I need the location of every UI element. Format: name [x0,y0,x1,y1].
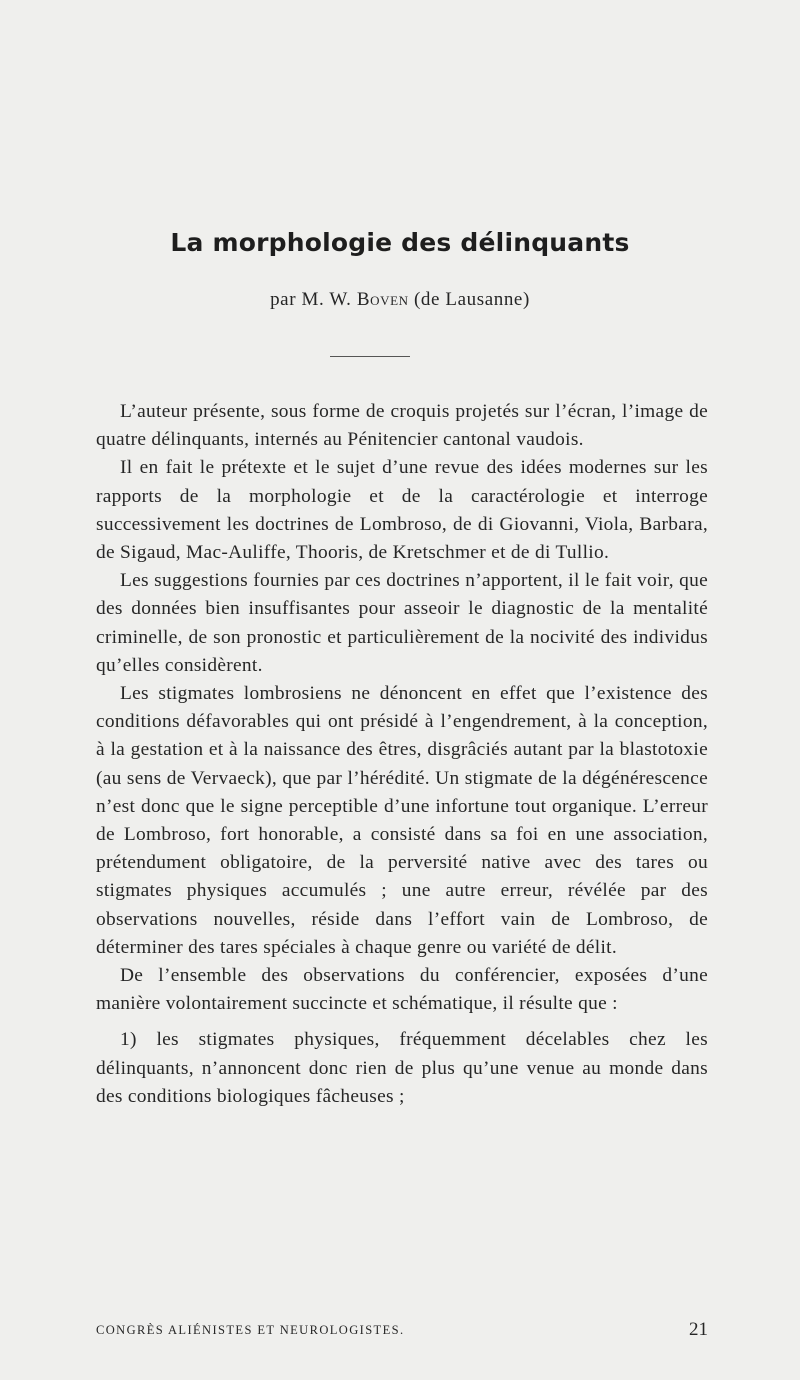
paragraph-1: L’auteur présente, sous forme de croquis projetés sur l’écran, l’image de quatre délinquants, internés au Pénitencier cantonal vaudois. [96,401,708,451]
paragraph-3: Les suggestions fournies par ces doctrines n’apportent, il le fait voir, que des données bien insuffisantes pour asseoir le diagnostic de la mentalité criminelle, de son pronostic et particulièrement de la nocivité des individus qu’elles considèrent. [96,570,708,676]
byline-prefix: par M. W. [270,289,357,310]
paragraph-2: Il en fait le prétexte et le sujet d’une revue des idées modernes sur les rapports de la morphologie et de la caractérologie et interroge successivement les doctrines de Lombroso, de di Giovanni, Viola, Barbara, de Sigaud, Mac-Auliffe, Thooris, de Kretschmer et de di Tullio. [96,457,708,564]
author-byline [0,289,800,311]
printer-signature: CONGRÈS ALIÉNISTES ET NEUROLOGISTES. [96,1323,405,1337]
article-title: La morphologie des délinquants [170,228,630,257]
page-number: 21 [689,1319,708,1340]
byline-suffix: (de Lausanne) [408,289,530,310]
author-surname: Boven [356,289,409,310]
paragraph-4: Les stigmates lombrosiens ne dénoncent en effet que l’existence des conditions défavorables qui ont présidé à l’engendrement, à la conception, à la gestation et à la naissance des êtres, disgrâciés autant par la blastotoxie (au sens de Vervaeck), que par l’hérédité. Un stigmate de la dégénérescence n’est donc que le signe perceptible d’une infortune tout organique. L’erreur de Lombroso, fort honorable, a consisté dans sa foi en une association, prétendument obligatoire, de la perversité native avec des tares ou stigmates physiques accumulés ; une autre erreur, révélée par des observations nouvelles, réside dans l’effort vain de Lombroso, de déterminer des tares spéciales à chaque genre ou variété de délit. [96,683,708,958]
paragraph-5: De l’ensemble des observations du conférencier, exposées d’une manière volontairement succincte et schématique, il résulte que : [96,965,708,1015]
article-body [96,398,708,1111]
title-divider [330,356,410,357]
list-item-1: 1) les stigmates physiques, fréquemment décelables chez les délinquants, n’annoncent donc rien de plus qu’une venue au monde dans des conditions biologiques fâcheuses ; [96,1029,708,1107]
